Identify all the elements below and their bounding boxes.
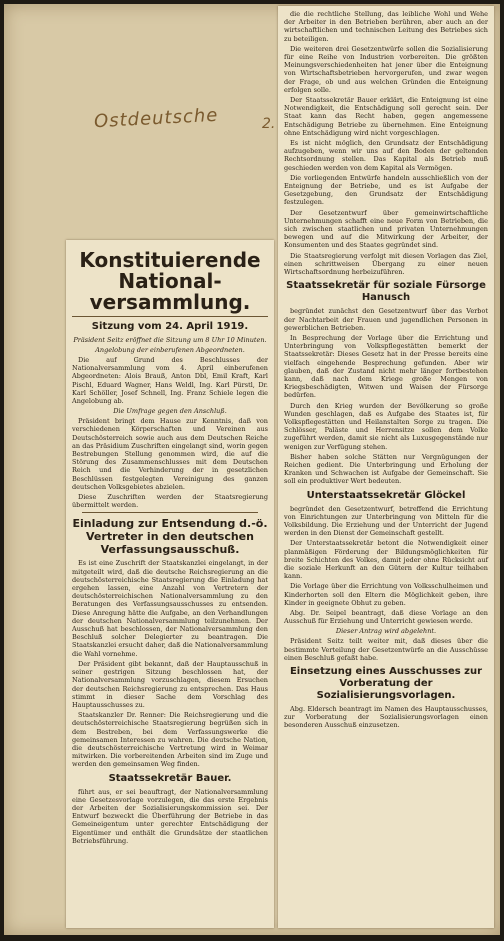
paragraph: Staatskanzler Dr. Renner: Die Reichsregierung und die deutschösterreichische Staatsregierung begrüßen sich in dem Bestreben, bei dem Verfassungswerke die gemeinsamen Interessen zu wahren. Die deutsche Nation, die deutschösterreichische Vertretung wird in Weimar mitwirken. Die vorbereitenden Arbeiten sind im Zuge und werden den gemeinsamen Weg finden. (72, 711, 268, 769)
right-clipping (278, 6, 494, 928)
paragraph: Präsident bringt dem Hause zur Kenntnis, daß von verschiedenen Körperschaften und Vereinen aus Deutschösterreich sowie auch aus dem Deutschen Reiche an das Präsidium Zuschriften eingelangt sind, worin gegen Bestrebungen Stellung genommen wird, die auf die Störung des Zusammenschlusses mit dem Deutschen Reich und die Verhinderung der in gesetzlichen Beschlüssen festgelegten Vereinigung des ganzen deutschen Volksgebietes abzielen. (72, 417, 268, 491)
paragraph: Es ist eine Zuschrift der Staatskanzlei eingelangt, in der mitgeteilt wird, daß die deutsche Reichsregierung an die deutschösterreichische Staatsregierung die Einladung hat ergehen lassen, eine Anzahl von Vertretern der deutschösterreichischen Nationalversammlung zu den Beratungen des Verfassungsausschusses zu entsenden. Diese Anregung hätte die Aufgabe, an den Verhandlungen der deutschen Nationalversammlung teilzunehmen. Der Ausschuß hat beschlossen, der Nationalversammlung den Beschluß solcher Delegierter zu beantragen. Die Staatskanzlei ersucht daher, daß die Nationalversammlung die Wahl vornehme. (72, 559, 268, 658)
paragraph: In Besprechung der Vorlage über die Errichtung und Unterbringung von Volkspflegestätten bemerkt der Staatssekretär: Dieses Gesetz hat in der Presse bereits eine vielfach eingehende Besprechung gefunden. Aber wir glauben, daß der Zustand nicht mehr länger fortbestehen kann, daß nach dem Kriege große Mengen von Kriegsbeschädigten, Witwen und Waisen der Fürsorge bedürfen. (284, 333, 488, 400)
paragraph: Abg. Dr. Seipel beantragt, daß diese Vorlage an den Ausschuß für Erziehung und Unterricht gewiesen werde. (284, 609, 488, 626)
paragraph: Der Präsident gibt bekannt, daß der Hauptausschuß in seiner gestrigen Sitzung beschlossen hat, der Nationalversammlung vorzuschlagen, diesem Ersuchen der deutschen Reichsregierung zu entsprechen. Das Haus stimmt in dieser Sache dem Vorschlag des Hauptausschusses zu. (72, 659, 268, 709)
paragraph: begründet den Gesetzentwurf, betreffend die Errichtung von Einrichtungen zur Unterbringung von Mitteln für die Volksbildung. Die Erziehung und der Unterricht der Jugend werden in den Dienst der Gemeinschaft gestellt. (284, 504, 488, 538)
paragraph: Durch den Krieg wurden der Bevölkerung so große Wunden geschlagen, daß es Aufgabe des Staates ist, für Volkspflegestätten und Heilanstalten Sorge zu tragen. Die Schlösser, Paläste und Herrensitze sollen dem Volke zugeführt werden, damit sie nicht als Luxusgegenstände nur wenigen zur Verfügung stehen. (284, 401, 488, 451)
paragraph: Bisher haben solche Stätten nur Vergnügungen der Reichen gedient. Die Unterbringung und Erholung der Kranken und Schwachen ist Aufgabe der Gemeinschaft. Sie soll ein produktiver Wert bedeuten. (284, 452, 488, 486)
headline: Konstituierende National-versammlung. (72, 250, 268, 317)
paragraph: führt aus, er sei beauftragt, der Nationalversammlung eine Gesetzesvorlage vorzulegen, die das erste Ergebnis der Arbeiten der Sozialisierungskommission sei. Der Entwurf bezweckt die Überführung der Betriebe in das Gemeineigentum unter gerechter Entschädigung der Eigentümer und enthält die Grundsätze der staatlichen Betriebsführung. (72, 787, 268, 845)
right-column (278, 6, 494, 736)
paragraph: Die weiteren drei Gesetzentwürfe sollen die Sozialisierung für eine Reihe von Industrien vorbereiten. Die größten Meinungsverschiedenheiten hat jener über die Enteignung von Wirtschaftsbetrieben hervorgerufen, und zwar wegen der Frage, ob und aus welchen Gründen die Enteignung erfolgen solle. (284, 44, 488, 94)
divider (82, 512, 258, 513)
paragraph: Präsident Seitz teilt weiter mit, daß dieses über die bestimmte Verteilung der Gesetzentwürfe an die Ausschüsse einen Beschluß gefaßt habe. (284, 637, 488, 662)
paragraph: Der Staatssekretär Bauer erklärt, die Enteignung ist eine Notwendigkeit, die Entschädigung soll gerecht sein. Der Staat kann das Recht haben, gegen angemessene Entschädigung Betriebe zu übernehmen. Eine Enteignung ohne Entschädigung wird nicht vorgeschlagen. (284, 96, 488, 137)
left-column (66, 240, 274, 851)
session-date: Sitzung vom 24. April 1919. (91, 321, 249, 332)
paragraph: Es ist nicht möglich, den Grundsatz der Entschädigung aufzugeben, wenn wir uns auf den Boden der geltenden Rechtsordnung stellen. Das Kapital als Betrieb muß geschieden werden von dem Kapital als Vermögen. (284, 139, 488, 172)
left-clipping (66, 240, 274, 928)
handwritten-label: Ostdeutsche (93, 104, 219, 133)
section-heading: Unterstaatssekretär Glöckel (306, 489, 466, 501)
paragraph: Die vorliegenden Entwürfe handeln ausschließlich von der Enteignung der Betriebe, und es ist Aufgabe der Gesetzgebung, den Grundsatz der Entschädigung festzulegen. (284, 173, 488, 207)
paragraph: die die rechtliche Stellung, das leibliche Wohl und Wehe der Arbeiter in den Betrieben berühren, aber auch an der wirtschaftlichen und technischen Leitung des Betriebes sich zu beteiligen. (284, 10, 488, 43)
paragraph: Die auf Grund des Beschlusses der Nationalversammlung vom 4. April einberufenen Abgeordneten: Alois Brauß, Anton Dbl, Emil Kraft, Karl Pischl, Eduard Wagner, Hans Weldl, Ing. Karl Pürstl, Dr. Karl Schöller, Josef Schnell, Ing. Franz Schiele legen die Angelobung ab. (72, 356, 268, 406)
section-heading: Einladung zur Entsendung d.-ö. Vertreter in den deutschen Verfassungsausschuß. (72, 517, 268, 557)
item-heading: Angelobung der einberufenen Abgeordneten. (95, 346, 245, 354)
paragraph: begründet zunächst den Gesetzentwurf über das Verbot der Nachtarbeit der Frauen und jugendlichen Personen in gewerblichen Betrieben. (284, 307, 488, 332)
paragraph: Diese Zuschriften werden der Staatsregierung übermittelt werden. (72, 493, 268, 510)
handwritten-page-number: 2. (262, 116, 276, 132)
result-line: Dieser Antrag wird abgelehnt. (335, 627, 437, 636)
opening-line: Präsident Seitz eröffnet die Sitzung um 8 Uhr 10 Minuten. (73, 336, 267, 344)
paragraph: Abg. Eldersch beantragt im Namen des Hauptausschusses, zur Vorberatung der Sozialisierungsvorlagen einen besonderen Ausschuß einzusetzen. (284, 705, 488, 730)
item-heading: Die Umfrage gegen den Anschluß. (113, 407, 227, 416)
section-heading: Staatssekretär Bauer. (108, 772, 232, 784)
section-heading: Einsetzung eines Ausschusses zur Vorberatung der Sozialisierungsvorlagen. (289, 666, 483, 702)
paragraph: Die Vorlage über die Errichtung von Volksschulheimen und Kinderhorten soll den Eltern die Möglichkeit geben, ihre Kinder in geeignete Obhut zu geben. (284, 582, 488, 607)
section-heading: Staatssekretär für soziale Fürsorge Hanusch (286, 280, 486, 304)
paragraph: Die Staatsregierung verfolgt mit diesen Vorlagen das Ziel, einen schrittweisen Übergang zu einer neuen Wirtschaftsordnung herbeizuführen. (284, 251, 488, 277)
paragraph: Der Unterstaatssekretär betont die Notwendigkeit einer planmäßigen Förderung der Bildungsmöglichkeiten für breite Schichten des Volkes, damit jeder ohne Rücksicht auf die soziale Herkunft an den Gütern der Kultur teilhaben kann. (284, 539, 488, 581)
paragraph: Der Gesetzentwurf über gemeinwirtschaftliche Unternehmungen schafft eine neue Form von Betrieben, die sich zwischen staatlichen und privaten Unternehmungen bewegen und auf die Mitwirkung der Arbeiter, der Konsumenten und des Staates gegründet sind. (284, 208, 488, 250)
